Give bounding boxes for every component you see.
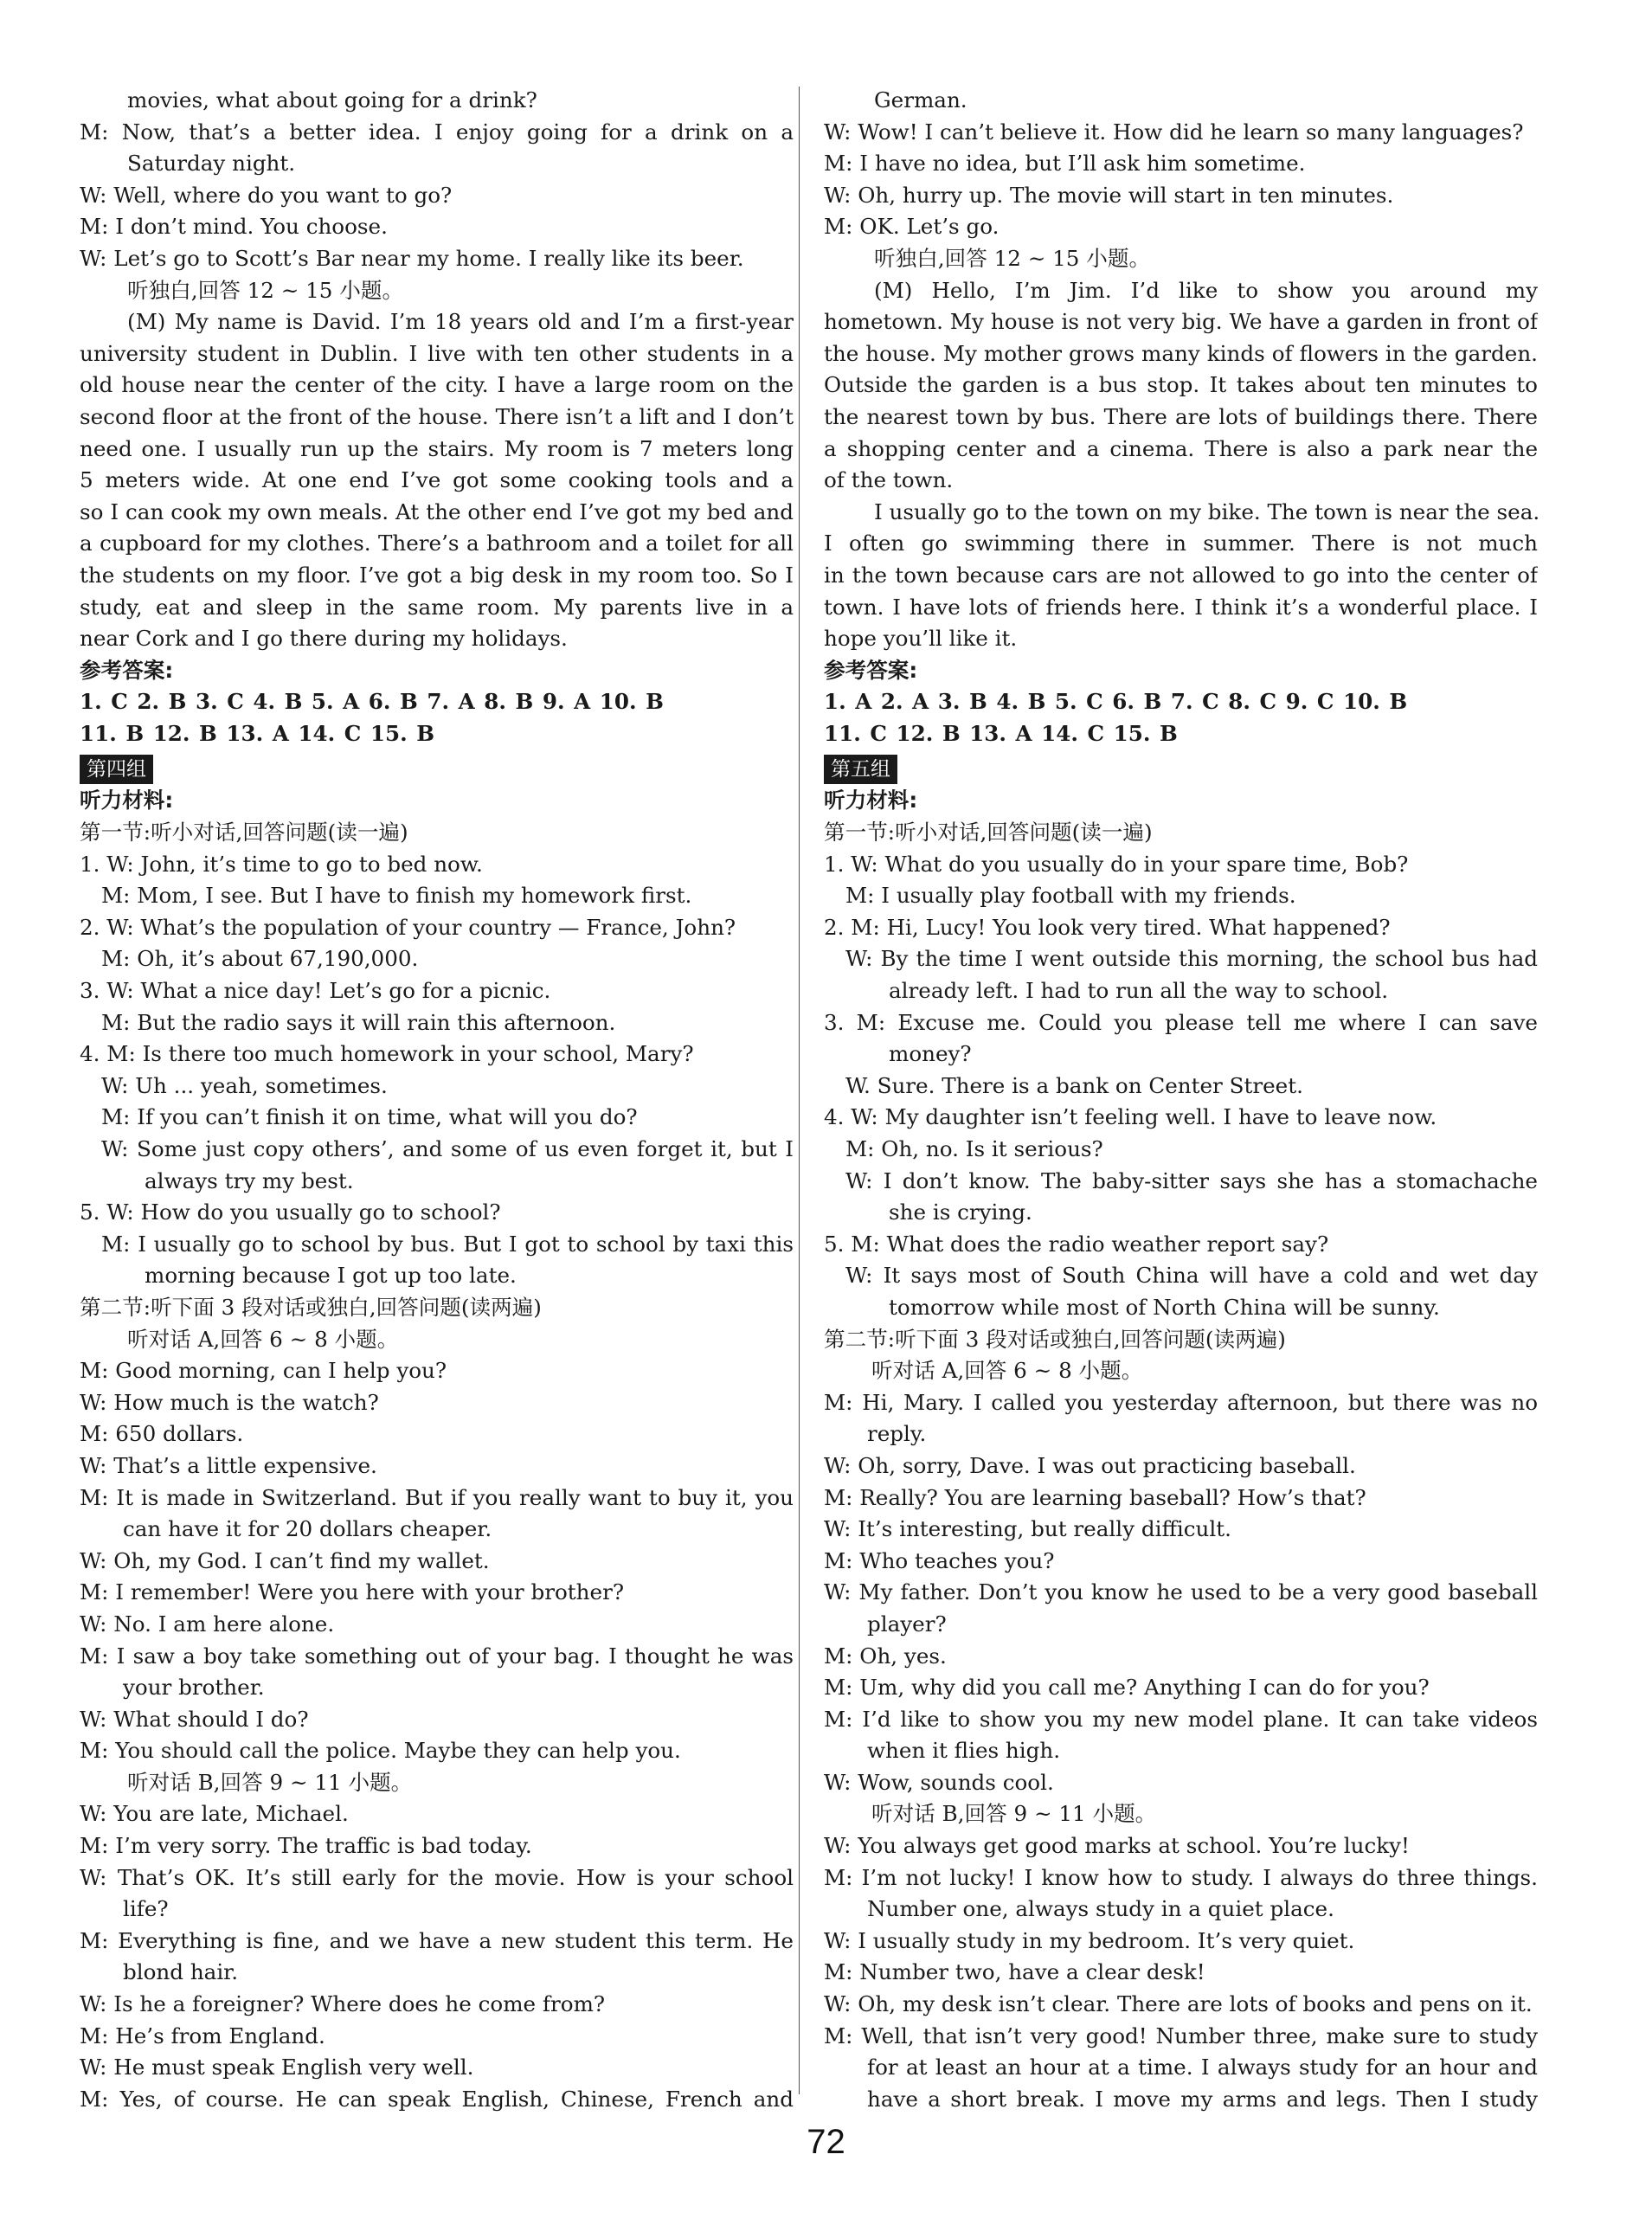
text-line: 5. M: What does the radio weather report say? [824, 1231, 1329, 1257]
answer-key-line: 1. A 2. A 3. B 4. B 5. C 6. B 7. C 8. C 9. C 10. B [824, 689, 1408, 715]
text-line: 4. M: Is there too much homework in your school, Mary? [80, 1041, 694, 1067]
text-line: the nearest town by bus. There are lots of buildings there. There [824, 403, 1538, 429]
text-line: M: I remember! Were you here with your brother? [80, 1579, 625, 1605]
text-line: W: Oh, my God. I can’t find my wallet. [80, 1547, 490, 1573]
text-line: W: No. I am here alone. [80, 1611, 335, 1637]
text-line: 5 meters wide. At one end I’ve got some cooking tools and a [80, 467, 794, 493]
text-line: reply. [867, 1421, 927, 1447]
left-column [80, 85, 794, 2115]
section-heading: 听力材料: [80, 788, 174, 814]
text-line: 2. W: What’s the population of your country — France, John? [80, 914, 736, 940]
answer-key-line: 1. C 2. B 3. C 4. B 5. A 6. B 7. A 8. B 9. A 10. B [80, 689, 664, 715]
text-line: town. I have lots of friends here. I think it’s a wonderful place. I [824, 594, 1538, 620]
text-line: in the town because cars are not allowed to go into the center of [824, 562, 1538, 588]
text-line: M: I’d like to show you my new model plane. It can take videos [824, 1706, 1538, 1732]
answer-key-line: 11. C 12. B 13. A 14. C 15. B [824, 720, 1178, 746]
text-line: W: It says most of South China will have a cold and wet day [845, 1263, 1538, 1289]
text-line: 3. M: Excuse me. Could you please tell me where I can save [824, 1009, 1538, 1035]
text-line: Number one, always study in a quiet place. [867, 1896, 1334, 1922]
text-line: M: If you can’t finish it on time, what will you do? [101, 1104, 638, 1130]
text-line: M: But the radio says it will rain this afternoon. [101, 1009, 616, 1035]
text-line: W: Oh, hurry up. The movie will start in ten minutes. [824, 182, 1394, 208]
text-line: your brother. [123, 1675, 265, 1701]
text-line: 2. M: Hi, Lucy! You look very tired. What happened? [824, 914, 1391, 940]
text-line: W: That’s a little expensive. [80, 1452, 377, 1478]
text-line: 第二节:听下面 3 段对话或独白,回答问题(读两遍) [824, 1326, 1286, 1352]
text-line: M: I saw a boy take something out of your bag. I thought he was [80, 1643, 794, 1669]
text-line: W: You are late, Michael. [80, 1801, 349, 1827]
text-line: hometown. My house is not very big. We have a garden in front of [824, 309, 1538, 335]
text-line: near Cork and I go there during my holidays. [80, 626, 568, 652]
text-line: W: Well, where do you want to go? [80, 182, 453, 208]
text-line: W: Some just copy others’, and some of us even forget it, but I [101, 1136, 794, 1161]
text-line: M: 650 dollars. [80, 1421, 244, 1447]
text-line: 5. W: How do you usually go to school? [80, 1199, 501, 1225]
text-line: money? [889, 1041, 972, 1067]
text-line: movies, what about going for a drink? [127, 87, 537, 113]
text-line: 1. W: What do you usually do in your spare time, Bob? [824, 851, 1409, 877]
text-line: M: I have no idea, but I’ll ask him sometime. [824, 151, 1306, 177]
text-line: Saturday night. [127, 151, 296, 177]
text-line: M: OK. Let’s go. [824, 214, 1000, 240]
text-line: study, eat and sleep in the same room. My parents live in a [80, 594, 794, 620]
column-divider [799, 87, 800, 2094]
section-heading: 参考答案: [824, 657, 918, 683]
text-line: W: What should I do? [80, 1706, 309, 1732]
text-line: she is crying. [889, 1199, 1032, 1225]
text-line: M: Hi, Mary. I called you yesterday afternoon, but there was no [824, 1389, 1538, 1415]
text-line: W: Wow! I can’t believe it. How did he learn so many languages? [824, 119, 1524, 145]
text-line: (M) Hello, I’m Jim. I’d like to show you around my [874, 277, 1538, 303]
text-line: 听独白,回答 12 ~ 15 小题。 [127, 277, 404, 303]
text-line: W: You always get good marks at school. You’re lucky! [824, 1833, 1410, 1859]
text-line: can have it for 20 dollars cheaper. [123, 1516, 492, 1542]
text-line: the students on my floor. I’ve got a big desk in my room too. So I [80, 562, 794, 588]
section-tag: 第四组 [80, 755, 153, 784]
text-line: M: Um, why did you call me? Anything I can do for you? [824, 1675, 1430, 1701]
text-line: 4. W: My daughter isn’t feeling well. I have to leave now. [824, 1104, 1437, 1130]
text-line: M: I don’t mind. You choose. [80, 214, 388, 240]
text-line: 第一节:听小对话,回答问题(读一遍) [80, 820, 408, 846]
text-line: of the town. [824, 467, 954, 493]
text-line: morning because I got up too late. [145, 1263, 517, 1289]
text-line: when it flies high. [867, 1738, 1061, 1764]
text-line: M: It is made in Switzerland. But if you really want to buy it, you [80, 1484, 794, 1510]
text-line: (M) My name is David. I’m 18 years old and I’m a first-year [127, 309, 794, 335]
text-line: player? [867, 1611, 947, 1637]
text-line: M: Oh, it’s about 67,190,000. [101, 946, 419, 972]
text-line: M: I usually play football with my friends. [845, 883, 1296, 909]
text-line: 3. W: What a nice day! Let’s go for a picnic. [80, 978, 551, 1004]
text-line: a cupboard for my clothes. There’s a bathroom and a toilet for all [80, 531, 794, 556]
text-line: 听对话 B,回答 9 ~ 11 小题。 [127, 1769, 413, 1795]
text-line: Outside the garden is a bus stop. It takes about ten minutes to [824, 372, 1538, 398]
text-line: need one. I usually run up the stairs. My room is 7 meters long [80, 435, 794, 461]
text-line: M: Who teaches you? [824, 1547, 1055, 1573]
text-line: 第一节:听小对话,回答问题(读一遍) [824, 820, 1153, 846]
text-line: M: Everything is fine, and we have a new student this term. He [80, 1927, 794, 1953]
section-heading: 参考答案: [80, 657, 174, 683]
text-line: M: Oh, yes. [824, 1643, 947, 1669]
text-line: university student in Dublin. I live with ten other students in a [80, 340, 794, 366]
text-line: W: Wow, sounds cool. [824, 1769, 1054, 1795]
text-line: W: He must speak English very well. [80, 2055, 474, 2080]
text-line: the house. My mother grows many kinds of flowers in the garden. [824, 340, 1538, 366]
text-line: life? [123, 1896, 169, 1922]
text-line: W: I usually study in my bedroom. It’s very quiet. [824, 1927, 1355, 1953]
text-line: M: Really? You are learning baseball? How’s that? [824, 1484, 1366, 1510]
text-line: old house near the center of the city. I have a large room on the [80, 372, 794, 398]
text-line: I often go swimming there in summer. There is not much [824, 531, 1538, 556]
text-line: a shopping center and a cinema. There is also a park near the [824, 435, 1538, 461]
page-number: 72 [807, 2123, 845, 2161]
section-tag-row [80, 753, 794, 782]
text-line: M: I usually go to school by bus. But I got to school by taxi this [101, 1231, 794, 1257]
text-line: always try my best. [145, 1167, 354, 1193]
text-line: M: I’m very sorry. The traffic is bad today. [80, 1833, 532, 1859]
text-line: M: Number two, have a clear desk! [824, 1959, 1205, 1985]
text-line: 听对话 A,回答 6 ~ 8 小题。 [871, 1358, 1143, 1384]
section-tag-row [824, 753, 1538, 782]
text-line: 听对话 B,回答 9 ~ 11 小题。 [871, 1801, 1157, 1827]
text-line: already left. I had to run all the way to school. [889, 978, 1389, 1004]
text-line: 听独白,回答 12 ~ 15 小题。 [874, 245, 1151, 271]
text-line: W: Let’s go to Scott’s Bar near my home. I really like its beer. [80, 245, 744, 271]
text-line: M: Mom, I see. But I have to finish my homework first. [101, 883, 692, 909]
text-line: W: How much is the watch? [80, 1389, 379, 1415]
text-line: M: Now, that’s a better idea. I enjoy going for a drink on a [80, 119, 794, 145]
text-line: M: Well, that isn’t very good! Number three, make sure to study [824, 2023, 1538, 2048]
text-line: W: It’s interesting, but really difficult. [824, 1516, 1231, 1542]
text-line: German. [874, 87, 967, 113]
text-line: so I can cook my own meals. At the other end I’ve got my bed and [80, 498, 794, 524]
text-line: W: Uh ... yeah, sometimes. [101, 1072, 388, 1098]
text-line: hope you’ll like it. [824, 626, 1018, 652]
text-line: 第二节:听下面 3 段对话或独白,回答问题(读两遍) [80, 1294, 542, 1320]
text-line: M: You should call the police. Maybe they can help you. [80, 1738, 681, 1764]
text-line: 1. W: John, it’s time to go to bed now. [80, 851, 483, 877]
answer-key-line: 11. B 12. B 13. A 14. C 15. B [80, 720, 435, 746]
text-line: W: Oh, my desk isn’t clear. There are lots of books and pens on it. [824, 1991, 1533, 2017]
text-line: M: I’m not lucky! I know how to study. I always do three things. [824, 1864, 1538, 1890]
text-line: W: My father. Don’t you know he used to be a very good baseball [824, 1579, 1538, 1605]
text-line: for at least an hour at a time. I always study for an hour and [867, 2055, 1538, 2080]
text-line: M: He’s from England. [80, 2023, 325, 2048]
section-tag: 第五组 [824, 755, 897, 784]
text-line: W: I don’t know. The baby-sitter says she has a stomachache [845, 1167, 1538, 1193]
text-line: W: Is he a foreigner? Where does he come from? [80, 1991, 606, 2017]
text-line: W: By the time I went outside this morning, the school bus had [845, 946, 1538, 972]
text-line: M: Oh, no. Is it serious? [845, 1136, 1103, 1161]
text-line: second floor at the front of the house. There isn’t a lift and I don’t [80, 403, 794, 429]
text-line: I usually go to the town on my bike. The town is near the sea. [874, 498, 1540, 524]
text-line: W: Oh, sorry, Dave. I was out practicing baseball. [824, 1452, 1356, 1478]
text-line: have a short break. I move my arms and legs. Then I study [867, 2086, 1538, 2112]
text-line: 听对话 A,回答 6 ~ 8 小题。 [127, 1326, 399, 1352]
text-line: W: That’s OK. It’s still early for the movie. How is your school [80, 1864, 794, 1890]
text-line: blond hair. [123, 1959, 239, 1985]
section-heading: 听力材料: [824, 788, 918, 814]
text-line: W. Sure. There is a bank on Center Street. [845, 1072, 1303, 1098]
text-line: M: Yes, of course. He can speak English, Chinese, French and [80, 2086, 794, 2112]
right-column [824, 85, 1538, 2115]
text-line: tomorrow while most of North China will be sunny. [889, 1294, 1440, 1320]
text-line: M: Good morning, can I help you? [80, 1358, 447, 1384]
